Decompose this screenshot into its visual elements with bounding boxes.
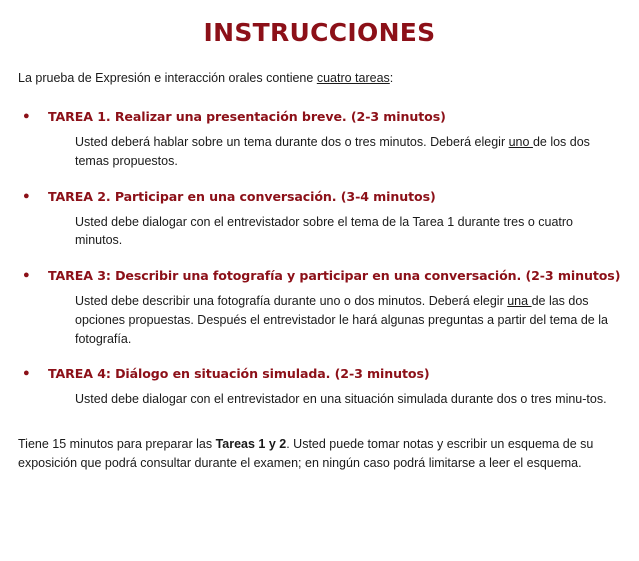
bullet-icon: ● [23, 110, 30, 123]
task-body-underlined: una [507, 294, 532, 309]
task-body-underlined: uno [508, 135, 533, 150]
preparation-note [18, 435, 618, 473]
intro-text-underlined: cuatro tareas [316, 71, 390, 85]
task-title: TAREA 1. Realizar una presentación breve. (2-3 minutos) [48, 109, 446, 125]
task-body [75, 213, 620, 251]
task-item [18, 189, 621, 251]
bullet-icon: ● [23, 189, 30, 202]
page-title: INSTRUCCIONES [203, 18, 436, 47]
bullet-icon: ● [23, 269, 30, 282]
task-body-before: Usted debe dialogar con el entrevistador sobre el tema de la Tarea 1 durante tres o cuatro minutos. [75, 214, 573, 248]
task-body [75, 390, 620, 409]
task-body-before: Usted debe dialogar con el entrevistador en una situación simulada durante dos o tres minu-tos. [75, 392, 607, 407]
task-title: TAREA 3: Describir una fotografía y participar en una conversación. (2-3 minutos) [48, 268, 621, 284]
task-title: TAREA 2. Participar en una conversación. (3-4 minutos) [48, 188, 436, 204]
task-heading [18, 109, 621, 124]
task-body-after: de las dos opciones propuestas. Después el entrevistador le hará algunas preguntas a partir del tema de la fotografía. [75, 294, 608, 346]
intro-text-before: La prueba de Expresión e interacción orales contiene [18, 71, 317, 85]
task-heading [18, 268, 621, 283]
task-item [18, 268, 621, 348]
task-title: TAREA 4: Diálogo en situación simulada. (2-3 minutos) [48, 366, 430, 382]
intro-paragraph [18, 69, 621, 87]
task-item [18, 109, 621, 171]
task-heading [18, 366, 621, 381]
preparation-note-bold: Tareas 1 y 2 [215, 437, 287, 452]
task-heading [18, 189, 621, 204]
intro-text-after: : [389, 71, 394, 85]
preparation-note-part2: . Usted puede tomar notas y escribir un esquema de su exposición que podrá consultar durante el examen; en ningún caso podrá limitarse a leer el esquema. [18, 437, 594, 470]
preparation-note-part1: Tiene 15 minutos para preparar las [18, 437, 216, 452]
task-body [75, 133, 620, 171]
task-item [18, 366, 621, 409]
bullet-icon: ● [23, 367, 30, 380]
task-body-before: Usted deberá hablar sobre un tema durante dos o tres minutos. Deberá elegir [75, 135, 509, 150]
task-body-after: de los dos temas propuestos. [75, 135, 590, 168]
task-body [75, 292, 620, 348]
task-body-before: Usted debe describir una fotografía durante uno o dos minutos. Deberá elegir [75, 294, 508, 309]
